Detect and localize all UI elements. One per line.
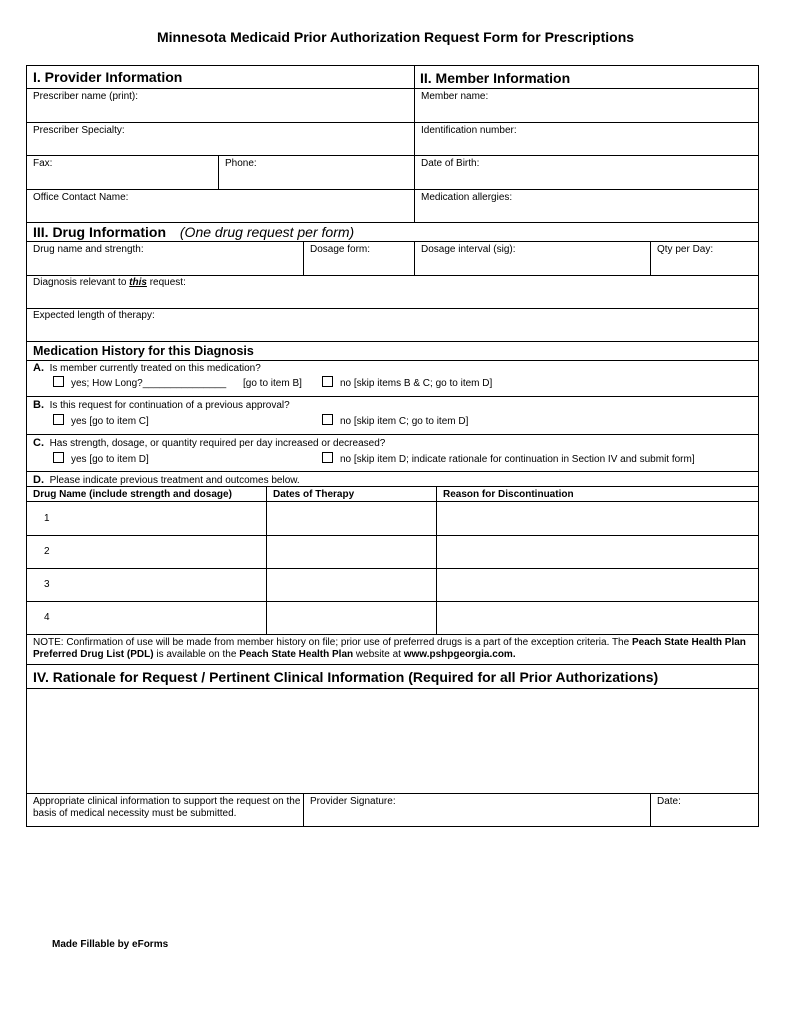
question-a-yes-goto: [go to item B] — [243, 378, 302, 389]
drug-section-heading — [33, 224, 354, 240]
question-c-no-checkbox[interactable] — [322, 452, 333, 463]
dosage-interval-field[interactable] — [415, 242, 650, 275]
note-text — [33, 637, 753, 661]
clinical-info-note: Appropriate clinical information to support the request on the basis of medical necessity must be submitted. — [33, 796, 301, 819]
history-row-2: 2 — [44, 546, 50, 557]
qty-per-day-label: Qty per Day: — [657, 244, 714, 255]
office-contact-label: Office Contact Name: — [33, 192, 129, 203]
note-part-2: is available on the — [153, 649, 240, 660]
question-a-yes-checkbox[interactable] — [53, 376, 64, 387]
footer-credit: Made Fillable by eForms — [52, 939, 169, 950]
diagnosis-label: Diagnosis relevant to — [33, 277, 130, 288]
question-b-no-label: no [skip item C; go to item D] — [340, 416, 469, 427]
question-d-text: Please indicate previous treatment and outcomes below. — [49, 475, 300, 486]
question-a-text: Is member currently treated on this medication? — [49, 363, 261, 374]
phone-label: Phone: — [225, 158, 257, 169]
question-c-no-label: no [skip item D; indicate rationale for continuation in Section IV and submit form] — [340, 454, 695, 465]
note-pdl: Peach State Health Plan Preferred Drug List (PDL) — [33, 637, 746, 660]
question-c — [33, 437, 385, 450]
provider-section-heading: I. Provider Information — [33, 69, 183, 85]
date-of-birth-field[interactable] — [415, 156, 758, 189]
diagnosis-this-emphasis: this — [129, 277, 147, 288]
note-part-3: website at — [353, 649, 404, 660]
rationale-text-area[interactable] — [27, 689, 758, 793]
provider-signature-field[interactable] — [304, 794, 650, 826]
question-a-letter: A. — [33, 362, 44, 374]
question-a-no-label: no [skip items B & C; go to item D] — [340, 378, 493, 389]
history-row-1: 1 — [44, 513, 50, 524]
diagnosis-label-end: request: — [146, 277, 186, 288]
drug-name-strength-label: Drug name and strength: — [33, 244, 144, 255]
length-of-therapy-field[interactable] — [27, 308, 758, 341]
question-b — [33, 399, 290, 412]
identification-number-field[interactable] — [415, 123, 758, 156]
history-col-dates: Dates of Therapy — [273, 489, 355, 500]
diagnosis-field[interactable] — [27, 275, 758, 308]
rationale-heading: IV. Rationale for Request / Pertinent Clinical Information (Required for all Prior Authorizations) — [33, 669, 659, 685]
length-of-therapy-label: Expected length of therapy: — [33, 310, 155, 321]
date-of-birth-label: Date of Birth: — [421, 158, 480, 169]
history-col-drug-name: Drug Name (include strength and dosage) — [33, 489, 232, 500]
note-website: www.pshpgeorgia.com. — [403, 649, 516, 660]
qty-per-day-field[interactable] — [651, 242, 758, 275]
question-d-letter: D. — [33, 474, 44, 486]
prior-authorization-form — [26, 65, 759, 827]
form-title: Minnesota Medicaid Prior Authorization Request Form for Prescriptions — [156, 29, 635, 45]
prescriber-name-label: Prescriber name (print): — [33, 91, 139, 102]
note-plan-name: Peach State Health Plan — [239, 649, 354, 660]
fax-field[interactable] — [27, 156, 219, 189]
drug-section-title: III. Drug Information — [33, 224, 166, 240]
provider-signature-label: Provider Signature: — [310, 796, 396, 807]
history-heading: Medication History for this Diagnosis — [33, 344, 254, 358]
question-b-letter: B. — [33, 399, 44, 411]
prescriber-specialty-field[interactable] — [27, 123, 414, 156]
member-section-heading: II. Member Information — [420, 70, 571, 86]
question-b-text: Is this request for continuation of a previous approval? — [49, 400, 290, 411]
question-c-letter: C. — [33, 437, 44, 449]
drug-name-strength-field[interactable] — [27, 242, 303, 275]
prescriber-name-field[interactable] — [27, 89, 414, 123]
dosage-form-field[interactable] — [304, 242, 414, 275]
note-part-1: NOTE: Confirmation of use will be made from member history on file; prior use of preferred drugs is a part of the exception criteria. The — [33, 637, 632, 648]
history-row-3: 3 — [44, 579, 50, 590]
drug-section-note: (One drug request per form) — [179, 224, 355, 240]
date-field[interactable] — [651, 794, 758, 826]
date-label: Date: — [657, 796, 681, 807]
question-a-yes-label: yes; How Long?_______________ — [71, 378, 227, 389]
phone-field[interactable] — [219, 156, 414, 189]
question-a-no-checkbox[interactable] — [322, 376, 333, 387]
question-b-yes-checkbox[interactable] — [53, 414, 64, 425]
prescriber-specialty-label: Prescriber Specialty: — [33, 125, 125, 136]
history-row-4: 4 — [44, 612, 50, 623]
fax-label: Fax: — [33, 158, 53, 169]
question-c-yes-checkbox[interactable] — [53, 452, 64, 463]
dosage-form-label: Dosage form: — [310, 244, 371, 255]
question-b-yes-label: yes [go to item C] — [71, 416, 149, 427]
office-contact-field[interactable] — [27, 190, 414, 223]
identification-number-label: Identification number: — [421, 125, 517, 136]
medication-allergies-field[interactable] — [415, 190, 758, 223]
question-c-text: Has strength, dosage, or quantity required per day increased or decreased? — [49, 438, 386, 449]
member-name-label: Member name: — [421, 91, 489, 102]
member-name-field[interactable] — [415, 89, 758, 123]
question-c-yes-label: yes [go to item D] — [71, 454, 149, 465]
dosage-interval-label: Dosage interval (sig): — [421, 244, 516, 255]
history-col-reason: Reason for Discontinuation — [443, 489, 574, 500]
medication-allergies-label: Medication allergies: — [421, 192, 513, 203]
question-a — [33, 362, 261, 375]
question-b-no-checkbox[interactable] — [322, 414, 333, 425]
